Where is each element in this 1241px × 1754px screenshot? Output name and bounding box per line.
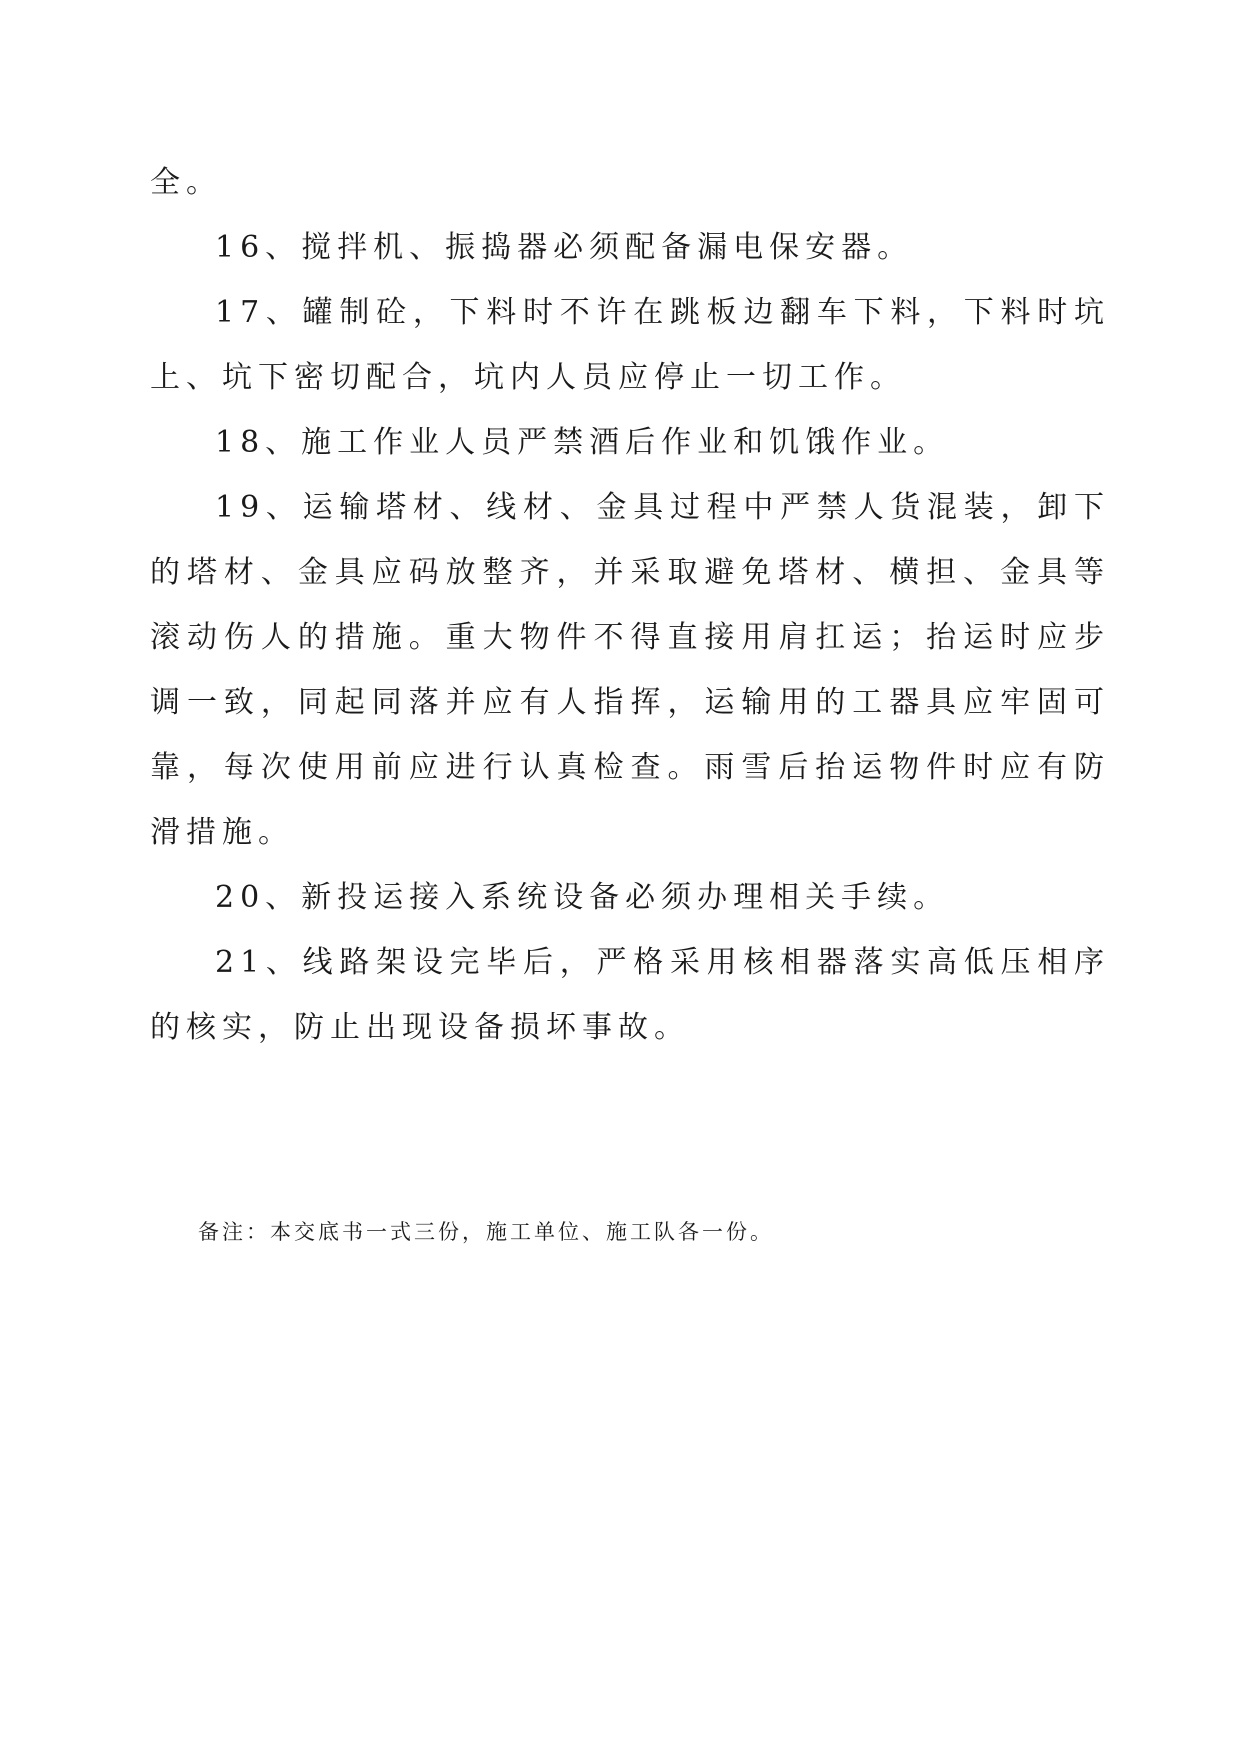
- paragraph-item-20: 20、新投运接入系统设备必须办理相关手续。: [215, 880, 950, 915]
- paragraph-item-19: 19、运输塔材、线材、金具过程中严禁人货混装，卸下的塔材、金具应码放整齐，并采取避免塔材、横担、金具等滚动伤人的措施。重大物件不得直接用肩扛运；抬运时应步调一致，同起同落并应有人指挥，运输用的工器具应牢固可靠，每次使用前应进行认真检查。雨雪后抬运物件时应有防滑措施。: [150, 490, 1110, 850]
- paragraph-item-18: 18、施工作业人员严禁酒后作业和饥饿作业。: [215, 425, 950, 460]
- paragraph-item-16: 16、搅拌机、振捣器必须配备漏电保安器。: [215, 230, 914, 265]
- paragraph-continuation: 全。: [150, 165, 222, 200]
- footnote-remark: 备注：本交底书一式三份，施工单位、施工队各一份。: [198, 1220, 774, 1244]
- document-body: [150, 150, 1110, 1060]
- paragraph-item-17: 17、罐制砼，下料时不许在跳板边翻车下料，下料时坑上、坑下密切配合，坑内人员应停止一切工作。: [150, 295, 1110, 395]
- paragraph-item-21: 21、线路架设完毕后，严格采用核相器落实高低压相序的核实，防止出现设备损坏事故。: [150, 945, 1110, 1045]
